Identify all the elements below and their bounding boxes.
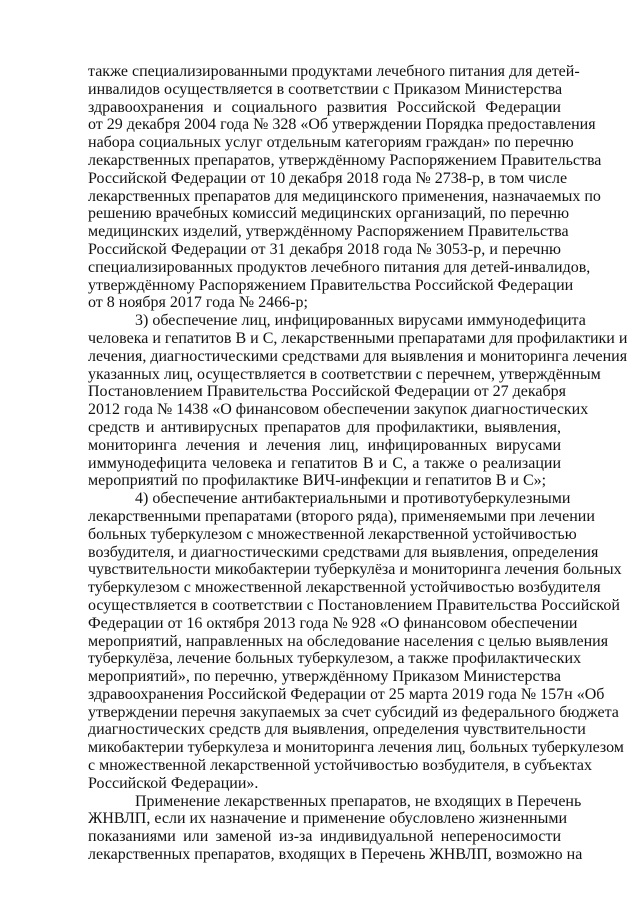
text-line: иммунодефицита человека и гепатитов В и С, а также о реализации: [88, 454, 561, 472]
text-line: набора социальных услуг отдельным категориям граждан» по перечню: [88, 134, 574, 152]
text-line: микобактерии туберкулеза и мониторинга лечения лиц, больных туберкулезом: [88, 739, 624, 757]
text-line: мониторинга лечения и лечения лиц, инфицированных вирусами: [88, 436, 561, 454]
text-line: с множественной лекарственной устойчивостью возбудителя, в субъектах: [88, 757, 593, 775]
text-line: инвалидов осуществляется в соответствии с Приказом Министерства: [88, 80, 563, 98]
text-line: больных туберкулезом с множественной лекарственной устойчивостью: [88, 525, 577, 543]
text-line: специализированных продуктов лечебного питания для детей-инвалидов,: [88, 258, 591, 276]
text-line: человека и гепатитов В и С, лекарственными препаратами для профилактики и: [88, 329, 628, 347]
text-line: Применение лекарственных препаратов, не входящих в Перечень: [135, 792, 582, 810]
text-line: мероприятий», по перечню, утверждённому Приказом Министерства: [88, 668, 561, 686]
text-line: средств и антивирусных препаратов для профилактики, выявления,: [88, 418, 561, 436]
paragraph-item-3: [88, 312, 628, 490]
text-line: также специализированными продуктами лечебного питания для детей-: [88, 63, 580, 80]
text-line: туберкулезом с множественной лекарственной устойчивостью возбудителя: [88, 579, 601, 597]
text-line: ЖНВЛП, если их назначение и применение обусловлено жизненными: [88, 810, 568, 828]
text-line: 4) обеспечение антибактериальными и противотуберкулезными: [135, 490, 571, 508]
text-line: здравоохранения и социального развития Российской Федерации: [88, 98, 561, 116]
text-line: лекарственными препаратами (второго ряда), применяемыми при лечении: [88, 507, 595, 525]
text-line: лечения, диагностическими средствами для выявления и мониторинга лечения: [88, 347, 628, 365]
text-line: мероприятий по профилактике ВИЧ-инфекции и гепатитов В и С»;: [88, 472, 547, 490]
text-line: Российской Федерации от 31 декабря 2018 года № 3053-р, и перечню: [88, 240, 561, 258]
text-line: от 8 ноября 2017 года № 2466-р;: [88, 294, 308, 312]
text-line: 2012 года № 1438 «О финансовом обеспечении закупок диагностических: [88, 401, 589, 419]
text-line: лекарственных препаратов, входящих в Перечень ЖНВЛП, возможно на: [88, 846, 583, 864]
text-line: решению врачебных комиссий медицинских организаций, по перечню: [88, 205, 570, 223]
document-page: [88, 63, 628, 864]
text-line: туберкулёза, лечение больных туберкулезом, а также профилактических: [88, 650, 582, 668]
paragraph-1-continued: [88, 63, 602, 312]
text-line: диагностических средств для выявления, определения чувствительности: [88, 721, 586, 739]
text-line: возбудителя, и диагностическими средствами для выявления, определения: [88, 543, 599, 561]
text-line: Российской Федерации от 10 декабря 2018 года № 2738-р, в том числе: [88, 169, 568, 187]
text-line: Постановлением Правительства Российской Федерации от 27 декабря: [88, 383, 566, 401]
text-line: 3) обеспечение лиц, инфицированных вирусами иммунодефицита: [135, 312, 586, 330]
text-line: мероприятий, направленных на обследование населения с целью выявления: [88, 632, 609, 650]
text-line: осуществляется в соответствии с Постановлением Правительства Российской: [88, 596, 620, 614]
text-line: утверждении перечня закупаемых за счет субсидий из федерального бюджета: [88, 703, 619, 721]
text-line: указанных лиц, осуществляется в соответствии с перечнем, утверждённым: [88, 365, 601, 383]
text-line: утверждённому Распоряжением Правительства Российской Федерации: [88, 276, 574, 294]
text-line: показаниями или заменой из-за индивидуальной непереносимости: [88, 828, 561, 846]
text-line: здравоохранения Российской Федерации от 25 марта 2019 года № 157н «Об: [88, 685, 605, 703]
text-line: медицинских изделий, утверждённому Распоряжением Правительства: [88, 223, 569, 241]
text-line: лекарственных препаратов для медицинского применения, назначаемых по: [88, 187, 601, 205]
text-line: Российской Федерации».: [88, 774, 259, 792]
paragraph-item-4: [88, 490, 624, 793]
text-line: лекарственных препаратов, утверждённому Распоряжением Правительства: [88, 151, 602, 169]
paragraph-zhnvlp: [88, 792, 583, 864]
text-line: от 29 декабря 2004 года № 328 «Об утверждении Порядка предоставления: [88, 116, 596, 134]
text-line: чувствительности микобактерии туберкулёза и мониторинга лечения больных: [88, 561, 622, 579]
text-line: Федерации от 16 октября 2013 года № 928 «О финансовом обеспечении: [88, 614, 578, 632]
